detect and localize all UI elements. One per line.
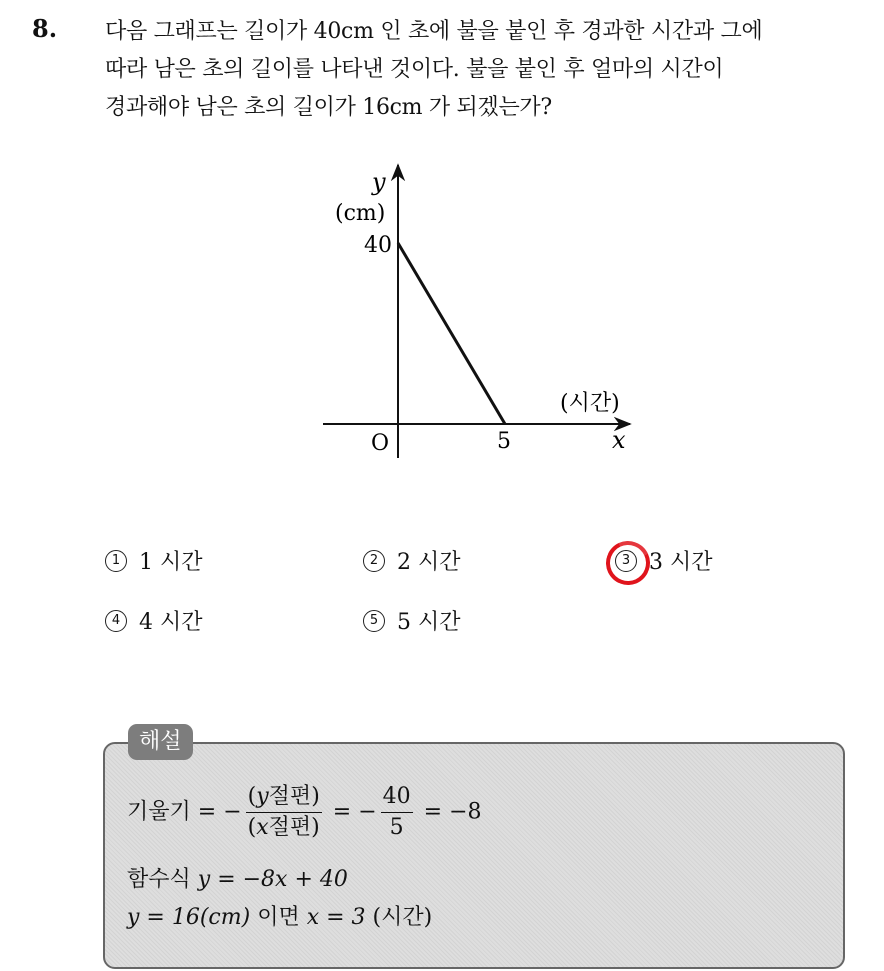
choice-1[interactable] [105,545,203,576]
condition-unit: (시간) [372,905,433,930]
y-axis-letter: y [372,168,386,196]
choice-4[interactable] [105,605,203,636]
choice-text-2: 2 시간 [397,550,461,575]
choice-number-3: 3 [615,550,637,572]
question-line-1: 다음 그래프는 길이가 40cm 인 초에 불을 붙인 후 경과한 시간과 그에 [105,19,763,44]
x-axis-letter: x [612,426,626,454]
question-line-3: 경과해야 남은 초의 길이가 16cm 가 되겠는가? [105,95,552,120]
function-label: 함수식 [127,867,191,892]
condition-x: x = 3 [306,905,366,930]
choice-number-5: 5 [363,610,385,632]
y-tick-label: 40 [364,233,392,258]
question-line-2: 따라 남은 초의 길이를 나타낸 것이다. 불을 붙인 후 얼마의 시간이 [105,57,724,82]
slope-fraction-values: $\frac{40}{5}$ [382,784,411,840]
choice-text-5: 5 시간 [397,610,461,635]
y-axis-unit-label: (cm) [335,201,386,226]
condition-line [127,900,432,931]
slope-fraction-intercepts: $\frac{\text{(y절편)}}{\text{(x절편)}}$ [247,784,320,840]
condition-mid: 이면 [257,905,300,930]
slope-label: 기울기 [127,799,191,825]
slope-result: −8 [449,799,482,825]
choice-number-4: 4 [105,610,127,632]
answer-circle-mark [600,534,656,590]
solution-tag: 해설 [128,724,193,760]
choice-3[interactable] [615,545,713,576]
choice-text-1: 1 시간 [139,550,203,575]
choice-text-4: 4 시간 [139,610,203,635]
origin-label: O [371,431,390,456]
question-number: 8. [32,14,58,43]
function-expression: y = −8x + 40 [197,867,348,892]
condition-y: y = 16(cm) [127,905,251,930]
x-axis-unit-label: (시간) [560,391,620,416]
data-line [398,243,505,424]
choice-number-2: 2 [363,550,385,572]
slope-line: 기울기 = − $\frac{\text{(y절편)}}{\text{(x절편)}}$ = − $\frac{40}{5}$ = −8 [127,782,482,843]
x-tick-label: 5 [497,429,511,454]
solution-box [103,742,845,969]
choice-text-3: 3 시간 [649,550,713,575]
function-line [127,862,348,893]
choice-2[interactable] [363,545,461,576]
choice-number-1: 1 [105,550,127,572]
choice-5[interactable] [363,605,461,636]
